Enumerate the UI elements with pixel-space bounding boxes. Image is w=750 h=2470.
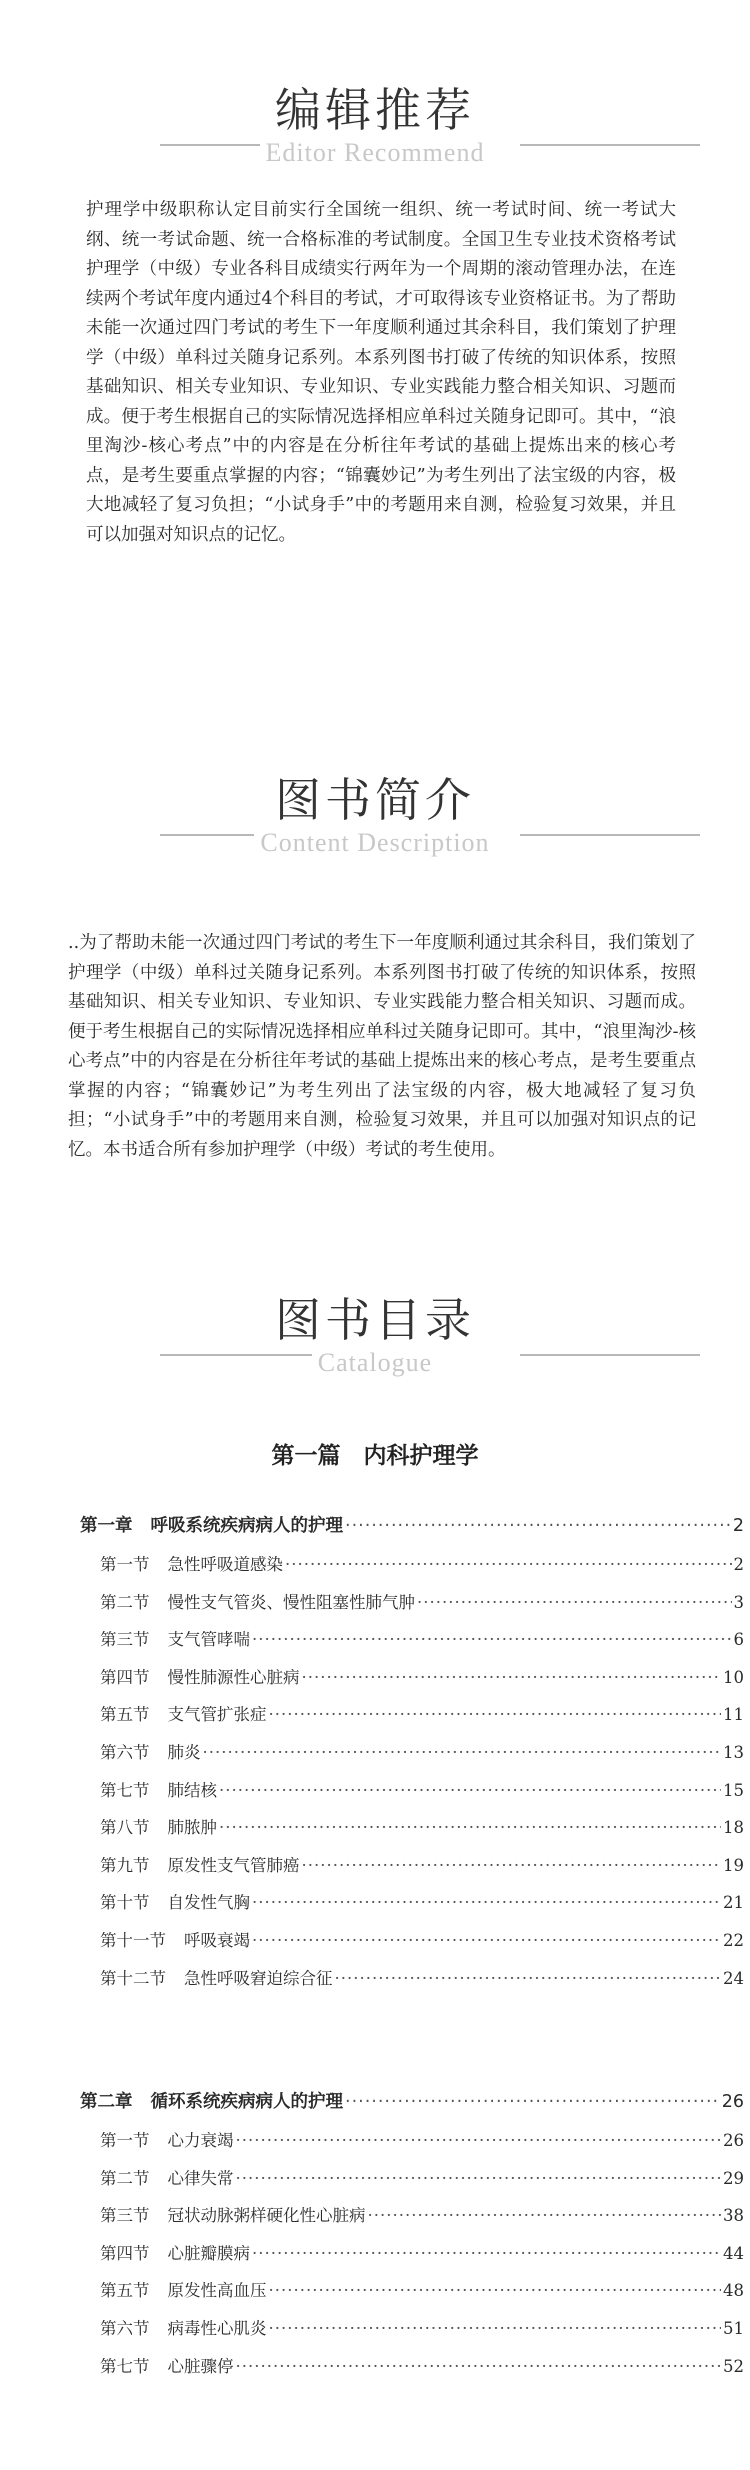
page-number: 10 — [723, 1667, 744, 1687]
page-number: 22 — [723, 1931, 744, 1950]
dot-leader — [345, 1516, 731, 1536]
toc-section-row[interactable] — [100, 2315, 744, 2339]
section-number: 第四节 — [100, 2243, 150, 2263]
section-number: 第三节 — [100, 2206, 150, 2226]
editor-recommend-text: 护理学中级职称认定目前实行全国统一组织、统一考试时间、统一考试大纲、统一考试命题、统一合格标准的考试制度。全国卫生专业技术资格考试护理学（中级）专业各科目成绩实行两年为一个周期的滚动管理办法，在连续两个考试年度内通过4个科目的考试，才可取得该专业资格证书。为了帮助未能一次通过四门考试的考生下一年度顺利通过其余科目，我们策划了护理学（中级）单科过关随身记系列。本系列图书打破了传统的知识体系，按照基础知识、相关专业知识、专业知识、专业实践能力整合相关知识、习题而成。便于考生根据自己的实际情况选择相应单科过关随身记即可。其中，“浪里淘沙-核心考点”中的内容是在分析往年考试的基础上提炼出来的核心考点，是考生要重点掌握的内容；“锦囊妙记”为考生列出了法宝级的内容，极大地减轻了复习负担；“小试身手”中的考题用来自测，检验复习效果，并且可以加强对知识点的记忆。 — [86, 200, 676, 545]
section-number: 第一节 — [100, 1555, 150, 1574]
dot-leader — [236, 2357, 722, 2376]
dot-leader — [203, 1743, 722, 1762]
toc-section-row[interactable] — [100, 2165, 744, 2189]
toc-section-row[interactable] — [100, 2277, 744, 2301]
section-number: 第十二节 — [100, 1968, 166, 1988]
section-title: 图书简介 — [275, 773, 475, 827]
page-number: 2 — [733, 1555, 744, 1574]
section-number: 第七节 — [100, 1780, 150, 1800]
section-number: 第六节 — [100, 1743, 150, 1762]
section-number: 第十一节 — [100, 1931, 166, 1950]
toc-chapter-row[interactable] — [80, 2088, 744, 2113]
section-title: 支气管扩张症 — [167, 1705, 267, 1725]
page-number: 19 — [723, 1855, 744, 1875]
content-description-header — [0, 770, 750, 890]
section-number: 第五节 — [100, 1705, 150, 1725]
dot-leader — [236, 2131, 722, 2150]
section-subtitle: Editor Recommend — [0, 138, 750, 168]
dot-leader — [252, 1630, 732, 1649]
chapter-number: 第一章 — [80, 1516, 133, 1536]
section-title: 肺结核 — [167, 1780, 217, 1800]
section-title: 呼吸衰竭 — [184, 1931, 250, 1950]
dot-leader — [252, 1931, 721, 1950]
dot-leader — [219, 1781, 721, 1800]
section-number: 第一节 — [100, 2131, 150, 2150]
toc-section-row[interactable] — [100, 2202, 744, 2226]
section-title: 急性呼吸道感染 — [167, 1555, 283, 1574]
toc-section-row[interactable] — [100, 1777, 744, 1801]
chapter-title: 呼吸系统疾病病人的护理 — [150, 1516, 343, 1536]
toc-section-row[interactable] — [100, 1739, 744, 1763]
section-number: 第八节 — [100, 1818, 150, 1838]
part-title: 第一篇 内科护理学 — [271, 1443, 479, 1469]
section-title: 心力衰竭 — [167, 2131, 234, 2150]
dot-leader — [269, 1705, 722, 1724]
dot-leader — [302, 1668, 722, 1687]
toc-section-row[interactable] — [100, 2127, 744, 2151]
dot-leader — [252, 1893, 721, 1912]
dot-leader — [252, 2244, 721, 2263]
page-number: 2 — [732, 1516, 744, 1536]
toc-chapter-row[interactable] — [80, 1512, 744, 1537]
page-number: 26 — [723, 2131, 744, 2150]
section-title: 心律失常 — [167, 2168, 234, 2188]
catalogue-header — [0, 1290, 750, 1410]
dot-leader — [219, 1818, 721, 1837]
toc-section-row[interactable] — [100, 1814, 744, 1838]
section-title: 冠状动脉粥样硬化性心脏病 — [167, 2206, 366, 2226]
section-title: 急性呼吸窘迫综合征 — [184, 1968, 333, 1988]
dot-leader — [368, 2206, 722, 2225]
chapter-number: 第二章 — [80, 2092, 133, 2112]
dot-leader — [302, 1856, 722, 1875]
section-title: 心脏骤停 — [167, 2356, 234, 2376]
section-title: 肺脓肿 — [167, 1818, 217, 1838]
section-title: 心脏瓣膜病 — [167, 2243, 250, 2263]
section-number: 第五节 — [100, 2281, 150, 2301]
section-subtitle: Catalogue — [0, 1348, 750, 1378]
content-description-text: ..为了帮助未能一次通过四门考试的考生下一年度顺利通过其余科目，我们策划了护理学（中级）单科过关随身记系列。本系列图书打破了传统的知识体系，按照基础知识、相关专业知识、专业知识、专业实践能力整合相关知识、习题而成。便于考生根据自己的实际情况选择相应单科过关随身记即可。其中，“浪里淘沙-核心考点”中的内容是在分析往年考试的基础上提炼出来的核心考点，是考生要重点掌握的内容；“锦囊妙记”为考生列出了法宝级的内容，极大地减轻了复习负担；“小试身手”中的考题用来自测，检验复习效果，并且可以加强对知识点的记忆。本书适合所有参加护理学（中级）考试的考生使用。 — [68, 933, 696, 1160]
toc-section-row[interactable] — [100, 1927, 744, 1951]
section-title: 图书目录 — [275, 1293, 475, 1347]
toc-section-row[interactable] — [100, 1701, 744, 1725]
dot-leader — [417, 1593, 732, 1612]
toc-section-row[interactable] — [100, 1626, 744, 1650]
page-number: 18 — [723, 1818, 744, 1838]
toc-section-row[interactable] — [100, 1889, 744, 1913]
section-subtitle: Content Description — [0, 828, 750, 858]
toc-section-row[interactable] — [100, 1965, 744, 1989]
page-number: 44 — [723, 2243, 744, 2263]
page-number: 52 — [723, 2356, 744, 2376]
chapter-title: 循环系统疾病病人的护理 — [150, 2092, 343, 2112]
page-number: 11 — [723, 1705, 744, 1725]
page-number: 24 — [723, 1968, 744, 1988]
section-number: 第七节 — [100, 2356, 150, 2376]
section-title: 病毒性心肌炎 — [167, 2319, 267, 2338]
dot-leader — [269, 2319, 722, 2338]
page-number: 48 — [723, 2281, 744, 2301]
page-number: 29 — [723, 2168, 744, 2188]
toc-section-row[interactable] — [100, 2240, 744, 2264]
section-number: 第二节 — [100, 1592, 150, 1612]
page-number: 13 — [723, 1743, 744, 1762]
dot-leader — [269, 2281, 722, 2300]
section-number: 第十节 — [100, 1893, 150, 1913]
page-number: 21 — [723, 1893, 744, 1913]
toc-section-row[interactable] — [100, 1589, 744, 1613]
section-number: 第九节 — [100, 1855, 150, 1875]
section-title: 慢性肺源性心脏病 — [167, 1667, 300, 1687]
section-number: 第六节 — [100, 2319, 150, 2338]
dot-leader — [236, 2169, 722, 2188]
toc-section-row[interactable] — [100, 2353, 744, 2377]
page-number: 26 — [721, 2092, 744, 2112]
section-title: 原发性高血压 — [167, 2281, 267, 2301]
section-number: 第二节 — [100, 2168, 150, 2188]
toc-section-row[interactable] — [100, 1664, 744, 1688]
dot-leader — [285, 1555, 732, 1574]
toc-section-row[interactable] — [100, 1551, 744, 1575]
page-number: 38 — [723, 2206, 744, 2226]
page-number: 15 — [723, 1780, 744, 1800]
section-title: 慢性支气管炎、慢性阻塞性肺气肿 — [167, 1592, 415, 1612]
dot-leader — [345, 2092, 720, 2112]
dot-leader — [335, 1969, 722, 1988]
page-number: 3 — [733, 1592, 744, 1612]
section-title: 肺炎 — [167, 1743, 201, 1762]
page-number: 51 — [723, 2319, 744, 2338]
toc-section-row[interactable] — [100, 1852, 744, 1876]
section-number: 第四节 — [100, 1667, 150, 1687]
section-number: 第三节 — [100, 1630, 150, 1650]
section-title: 自发性气胸 — [167, 1893, 250, 1913]
section-title: 原发性支气管肺癌 — [167, 1855, 300, 1875]
editor-recommend-header — [0, 80, 750, 200]
section-title: 编辑推荐 — [275, 83, 475, 137]
page-number: 6 — [733, 1630, 744, 1650]
section-title: 支气管哮喘 — [167, 1630, 250, 1650]
